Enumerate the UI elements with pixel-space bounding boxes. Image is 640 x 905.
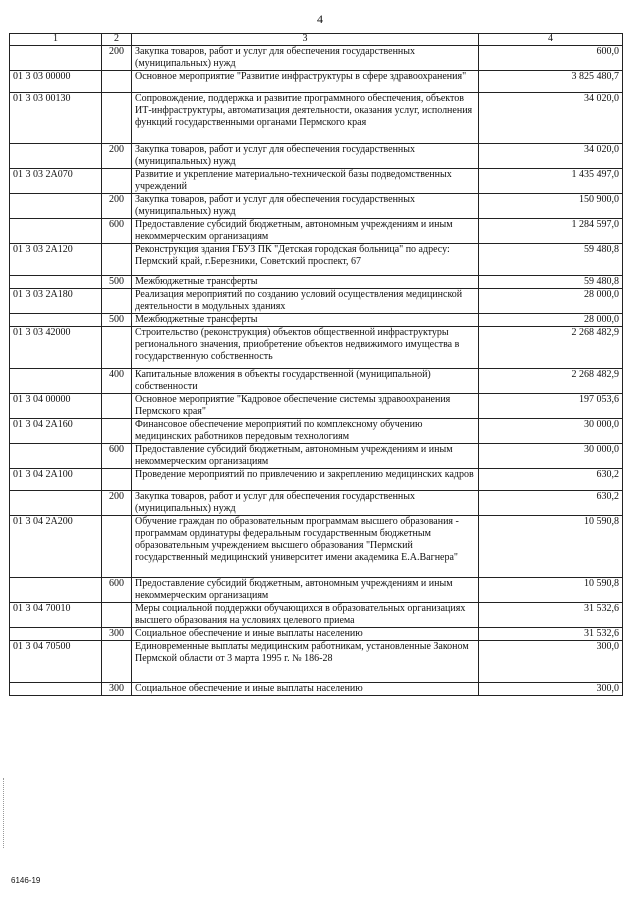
cell-description: Строительство (реконструкция) объектов общественной инфраструктуры регионального значения, приобретение объектов недвижимого имущества в государственную собственность — [132, 327, 479, 369]
cell-expense-kind: 200 — [102, 194, 132, 219]
cell-expense-kind: 400 — [102, 369, 132, 394]
cell-description: Обучение граждан по образовательным программам высшего образования - программам ординатуры федеральным государственным бюджетным образовательным учреждением высшего образования "Пермский государственный медицинский университет имени академика Е.А.Вагнера" — [132, 516, 479, 578]
cell-expense-kind — [102, 93, 132, 144]
cell-amount: 150 900,0 — [479, 194, 623, 219]
cell-description: Финансовое обеспечение мероприятий по комплексному обучению медицинских работников передовым технологиям — [132, 419, 479, 444]
cell-description: Социальное обеспечение и иные выплаты населению — [132, 628, 479, 641]
cell-expense-kind — [102, 169, 132, 194]
table-row — [10, 219, 623, 244]
cell-code — [10, 276, 102, 289]
cell-expense-kind — [102, 469, 132, 491]
cell-amount: 28 000,0 — [479, 289, 623, 314]
cell-code: 01 3 03 00000 — [10, 71, 102, 93]
table-row — [10, 169, 623, 194]
table-row — [10, 289, 623, 314]
cell-amount: 300,0 — [479, 641, 623, 683]
cell-expense-kind: 600 — [102, 219, 132, 244]
cell-description: Закупка товаров, работ и услуг для обеспечения государственных (муниципальных) нужд — [132, 144, 479, 169]
cell-description: Предоставление субсидий бюджетным, автономным учреждениям и иным некоммерческим организациям — [132, 219, 479, 244]
cell-expense-kind — [102, 394, 132, 419]
table-row — [10, 603, 623, 628]
table-row — [10, 419, 623, 444]
footer-document-mark: 6146-19 — [11, 876, 41, 885]
cell-code — [10, 194, 102, 219]
cell-description: Основное мероприятие "Кадровое обеспечение системы здравоохранения Пермского края" — [132, 394, 479, 419]
cell-code: 01 3 03 42000 — [10, 327, 102, 369]
cell-expense-kind: 500 — [102, 276, 132, 289]
cell-amount: 31 532,6 — [479, 603, 623, 628]
cell-description: Межбюджетные трансферты — [132, 276, 479, 289]
cell-amount: 30 000,0 — [479, 444, 623, 469]
cell-amount: 30 000,0 — [479, 419, 623, 444]
cell-expense-kind — [102, 71, 132, 93]
cell-amount: 2 268 482,9 — [479, 327, 623, 369]
table-row — [10, 394, 623, 419]
table-row — [10, 71, 623, 93]
cell-code — [10, 491, 102, 516]
table-row — [10, 314, 623, 327]
table-row — [10, 491, 623, 516]
table-row — [10, 46, 623, 71]
cell-description: Единовременные выплаты медицинским работникам, установленные Законом Пермской области от 3 марта 1995 г. № 186-28 — [132, 641, 479, 683]
cell-amount: 31 532,6 — [479, 628, 623, 641]
table-row — [10, 516, 623, 578]
cell-description: Закупка товаров, работ и услуг для обеспечения государственных (муниципальных) нужд — [132, 46, 479, 71]
cell-expense-kind: 300 — [102, 683, 132, 696]
cell-description: Проведение мероприятий по привлечению и закреплению медицинских кадров — [132, 469, 479, 491]
cell-amount: 630,2 — [479, 469, 623, 491]
cell-description: Меры социальной поддержки обучающихся в образовательных организациях высшего образования на условиях целевого приема — [132, 603, 479, 628]
cell-code — [10, 683, 102, 696]
cell-expense-kind — [102, 244, 132, 276]
cell-amount: 28 000,0 — [479, 314, 623, 327]
cell-description: Предоставление субсидий бюджетным, автономным учреждениям и иным некоммерческим организациям — [132, 578, 479, 603]
cell-expense-kind: 200 — [102, 46, 132, 71]
cell-description: Закупка товаров, работ и услуг для обеспечения государственных (муниципальных) нужд — [132, 194, 479, 219]
cell-description: Социальное обеспечение и иные выплаты населению — [132, 683, 479, 696]
cell-code — [10, 314, 102, 327]
cell-expense-kind: 200 — [102, 491, 132, 516]
cell-description: Основное мероприятие "Развитие инфраструктуры в сфере здравоохранения" — [132, 71, 479, 93]
cell-code — [10, 219, 102, 244]
column-header-code: 1 — [10, 34, 102, 46]
cell-code: 01 3 04 70500 — [10, 641, 102, 683]
cell-expense-kind — [102, 603, 132, 628]
cell-expense-kind: 300 — [102, 628, 132, 641]
cell-expense-kind: 600 — [102, 444, 132, 469]
table-header-row — [10, 34, 623, 46]
cell-code: 01 3 03 2А070 — [10, 169, 102, 194]
cell-amount: 34 020,0 — [479, 144, 623, 169]
cell-description: Закупка товаров, работ и услуг для обеспечения государственных (муниципальных) нужд — [132, 491, 479, 516]
cell-amount: 630,2 — [479, 491, 623, 516]
cell-amount: 3 825 480,7 — [479, 71, 623, 93]
cell-expense-kind — [102, 516, 132, 578]
cell-code: 01 3 03 2А180 — [10, 289, 102, 314]
cell-expense-kind: 600 — [102, 578, 132, 603]
table-row — [10, 641, 623, 683]
cell-expense-kind — [102, 327, 132, 369]
cell-expense-kind: 500 — [102, 314, 132, 327]
cell-code — [10, 46, 102, 71]
column-header-amount: 4 — [479, 34, 623, 46]
budget-table-container — [9, 33, 622, 696]
cell-code — [10, 369, 102, 394]
table-row — [10, 469, 623, 491]
table-row — [10, 628, 623, 641]
cell-amount: 197 053,6 — [479, 394, 623, 419]
cell-amount: 600,0 — [479, 46, 623, 71]
table-row — [10, 683, 623, 696]
cell-code — [10, 628, 102, 641]
cell-amount: 1 284 597,0 — [479, 219, 623, 244]
cell-description: Сопровождение, поддержка и развитие программного обеспечения, объектов ИТ-инфраструктуры, автоматизация деятельности, оказания услуг, исполнения функций государственными органами Пермского края — [132, 93, 479, 144]
cell-code — [10, 144, 102, 169]
margin-dotted-rule — [3, 778, 4, 848]
cell-amount: 1 435 497,0 — [479, 169, 623, 194]
cell-description: Капитальные вложения в объекты государственной (муниципальной) собственности — [132, 369, 479, 394]
cell-code: 01 3 04 00000 — [10, 394, 102, 419]
cell-amount: 34 020,0 — [479, 93, 623, 144]
cell-expense-kind — [102, 641, 132, 683]
cell-code: 01 3 03 00130 — [10, 93, 102, 144]
column-header-kind: 2 — [102, 34, 132, 46]
column-header-description: 3 — [132, 34, 479, 46]
cell-description: Развитие и укрепление материально-технической базы подведомственных учреждений — [132, 169, 479, 194]
cell-expense-kind — [102, 419, 132, 444]
cell-amount: 59 480,8 — [479, 276, 623, 289]
cell-code: 01 3 04 2А100 — [10, 469, 102, 491]
cell-expense-kind: 200 — [102, 144, 132, 169]
page-number: 4 — [317, 12, 323, 26]
cell-description: Межбюджетные трансферты — [132, 314, 479, 327]
cell-amount: 300,0 — [479, 683, 623, 696]
cell-code — [10, 578, 102, 603]
cell-amount: 2 268 482,9 — [479, 369, 623, 394]
table-row — [10, 276, 623, 289]
table-row — [10, 144, 623, 169]
table-row — [10, 444, 623, 469]
cell-description: Предоставление субсидий бюджетным, автономным учреждениям и иным некоммерческим организациям — [132, 444, 479, 469]
cell-description: Реконструкция здания ГБУЗ ПК "Детская городская больница" по адресу: Пермский край, г.Березники, Советский проспект, 67 — [132, 244, 479, 276]
cell-code — [10, 444, 102, 469]
cell-code: 01 3 04 2А160 — [10, 419, 102, 444]
cell-description: Реализация мероприятий по созданию условий осуществления медицинской деятельности в модульных зданиях — [132, 289, 479, 314]
cell-amount: 10 590,8 — [479, 578, 623, 603]
cell-code: 01 3 04 2А200 — [10, 516, 102, 578]
table-row — [10, 194, 623, 219]
cell-code: 01 3 03 2А120 — [10, 244, 102, 276]
budget-table — [9, 33, 623, 696]
cell-amount: 59 480,8 — [479, 244, 623, 276]
cell-expense-kind — [102, 289, 132, 314]
table-row — [10, 244, 623, 276]
cell-amount: 10 590,8 — [479, 516, 623, 578]
table-row — [10, 327, 623, 369]
table-row — [10, 93, 623, 144]
table-body — [10, 46, 623, 696]
cell-code: 01 3 04 70010 — [10, 603, 102, 628]
table-row — [10, 578, 623, 603]
table-row — [10, 369, 623, 394]
